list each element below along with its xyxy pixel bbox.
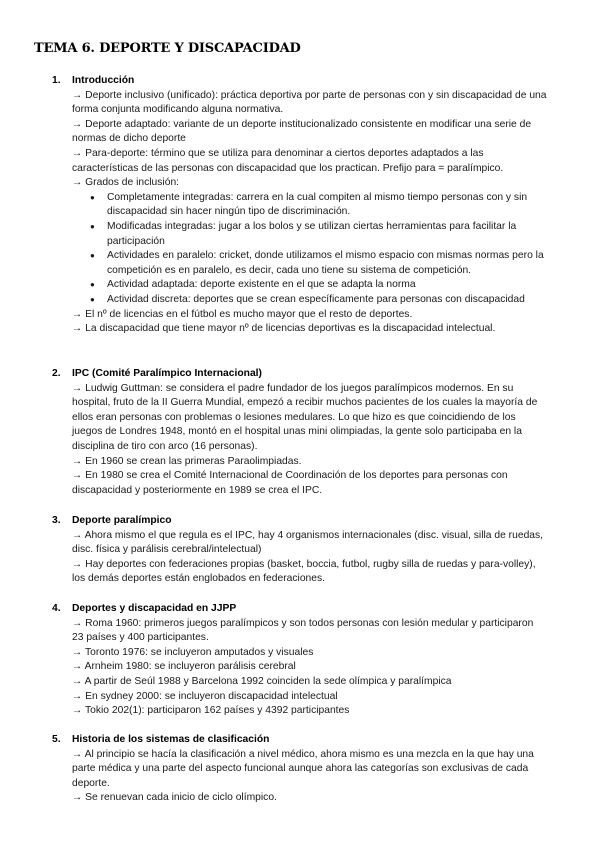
- paragraph: → Grados de inclusión:: [72, 177, 180, 189]
- list-item: ● Actividad discreta: deportes que se crean específicamente para personas con discapacidad: [0, 293, 547, 308]
- section-heading: [0, 733, 600, 748]
- inclusion-grades-list: [0, 191, 600, 308]
- list-item: ● Modificadas integradas: jugar a los bolos y se utilizan ciertas herramientas para facilitar la participación: [90, 220, 517, 247]
- section-deporte-paralimpico: [0, 514, 600, 587]
- section-heading: [0, 602, 600, 617]
- section-heading: [0, 514, 600, 529]
- section-title: Deportes y discapacidad en JJPP: [72, 603, 237, 614]
- bullet-icon: ●: [90, 251, 95, 261]
- section-jjpp: [0, 602, 600, 719]
- paragraph: → En 1980 se crea el Comité Internacional de Coordinación de los deportes para personas con discapacidad y posteriormente en 1989 se crea el IPC.: [72, 470, 508, 496]
- section-title: Introducción: [72, 75, 135, 86]
- list-item: ● Actividad adaptada: deporte existente en el que se adapta la norma: [0, 278, 547, 293]
- paragraph: → Se renuevan cada inicio de ciclo olímpico.: [72, 792, 277, 804]
- list-item: ● Actividades en paralelo: cricket, donde utilizamos el mismo espacio con mismas normas pero la competición es en paralelo, es decir, cada uno tiene su sistema de competición.: [90, 250, 544, 276]
- paragraph: → La discapacidad que tiene mayor nº de licencias deportivas es la discapacidad intelectual.: [72, 323, 496, 335]
- paragraph: → Deporte adaptado: variante de un deporte institucionalizado consistente en modificar una serie de normas de dicho deporte: [72, 118, 532, 145]
- paragraph: → Deporte inclusivo (unificado): práctica deportiva por parte de personas con y sin discapacidad de una forma conjunta modificando alguna normativa.: [72, 89, 547, 116]
- bullet-icon: ●: [90, 294, 95, 304]
- section-title: Historia de los sistemas de clasificación: [72, 734, 270, 745]
- section-heading: [0, 74, 600, 89]
- bullet-icon: ●: [90, 192, 95, 202]
- section-number: 3.: [52, 515, 61, 526]
- section-clasificacion: [0, 733, 600, 806]
- section-title: IPC (Comité Paralímpico Internacional): [72, 368, 262, 379]
- section-title: Deporte paralímpico: [72, 515, 172, 526]
- paragraph: → Arnheim 1980: se incluyeron parálisis cerebral: [72, 661, 296, 673]
- paragraph: → A partir de Seúl 1988 y Barcelona 1992 coinciden la sede olímpica y paralímpica: [72, 675, 452, 687]
- section-ipc: [0, 367, 600, 498]
- section-number: 2.: [52, 368, 61, 379]
- document-title: TEMA 6. DEPORTE Y DISCAPACIDAD: [34, 41, 301, 56]
- paragraph: → Ludwig Guttman: se considera el padre fundador de los juegos paralímpicos modernos. En su hospital, fruto de la II Guerra Mundial, empezó a recibir muchos pacientes de los cuales la mayoría de ellos eran personas con problemas o lesiones medulares. Lo que hizo es que coincidiendo de los juegos de Londres 1948, montó en el hospital unas mini olimpiadas, la gente solo participaba en la disciplina de tiro con arco (16 personas).: [72, 382, 538, 452]
- section-introduccion: [0, 74, 600, 337]
- paragraph: → En sydney 2000: se incluyeron discapacidad intelectual: [72, 690, 338, 702]
- list-item: ● Completamente integradas: carrera en la cual compiten al mismo tiempo personas con y sin discapacidad sin hacer ningún tipo de discriminación.: [90, 191, 528, 218]
- paragraph: → Para-deporte: término que se utiliza para denominar a ciertos deportes adaptados a las características de las personas con discapacidad que los practican. Prefijo para = paralímpico.: [72, 147, 504, 174]
- section-number: 4.: [52, 603, 61, 614]
- section-heading: [0, 367, 600, 382]
- section-number: 1.: [52, 75, 61, 86]
- paragraph: → Tokio 202(1): participaron 162 países y 4392 participantes: [72, 705, 350, 717]
- paragraph: → Al principio se hacía la clasificación a nivel médico, ahora mismo es una mezcla en la que hay una parte médica y una parte del aspecto funcional aunque ahora las categorías son exclusivas de cada deporte.: [72, 748, 534, 789]
- bullet-icon: ●: [90, 221, 95, 231]
- paragraph: → Hay deportes con federaciones propias (basket, boccia, futbol, rugby silla de ruedas y para-volley), los demás deportes están englobados en federaciones.: [72, 558, 536, 585]
- paragraph: → Ahora mismo el que regula es el IPC, hay 4 organismos internacionales (disc. visual, silla de ruedas, disc. física y parálisis cerebral/intelectual): [72, 529, 544, 556]
- paragraph: → Toronto 1976: se incluyeron amputados y visuales: [72, 646, 314, 658]
- paragraph: → Roma 1960: primeros juegos paralímpicos y son todos personas con lesión medular y participaron 23 países y 400 participantes.: [72, 617, 534, 644]
- section-number: 5.: [52, 734, 61, 745]
- paragraph: → El nº de licencias en el fútbol es mucho mayor que el resto de deportes.: [72, 308, 413, 320]
- paragraph: → En 1960 se crean las primeras Paraolimpiadas.: [72, 455, 302, 467]
- bullet-icon: ●: [90, 280, 95, 290]
